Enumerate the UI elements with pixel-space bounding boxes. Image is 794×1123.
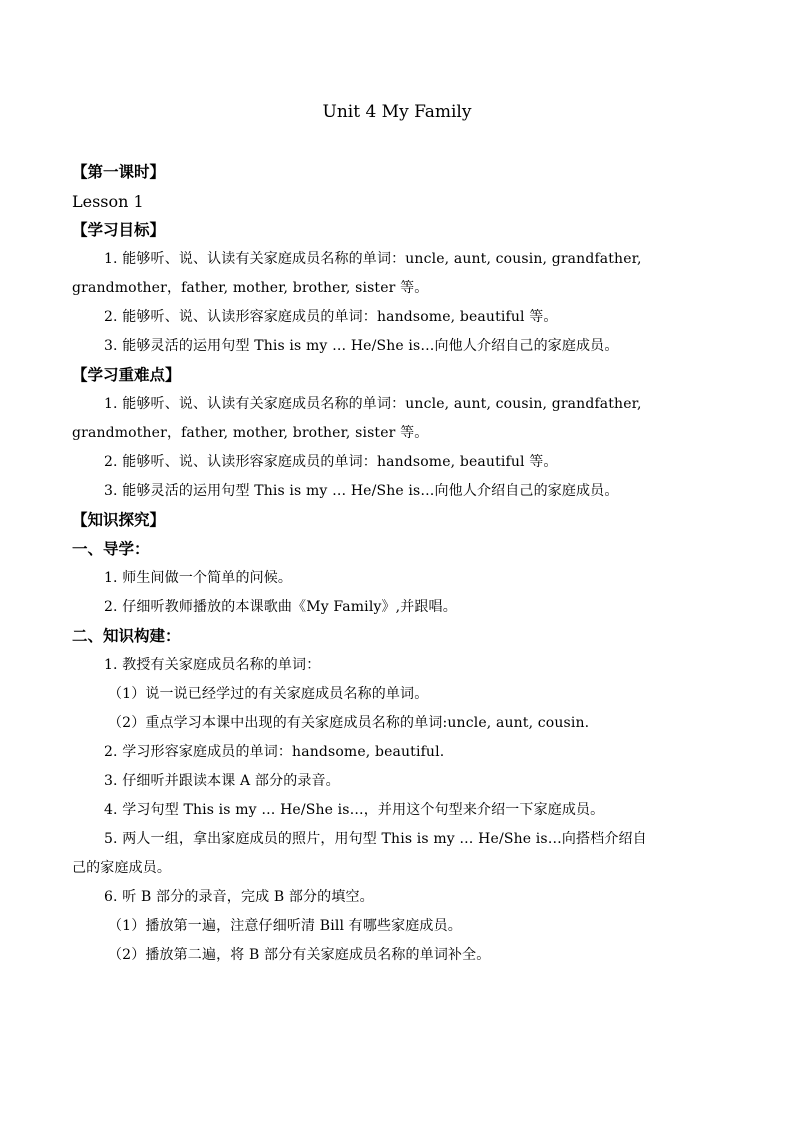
text-line: 己的家庭成员。 [72,860,172,876]
text-line: Lesson 1 [72,192,144,211]
text-line: （1）说一说已经学过的有关家庭成员名称的单词。 [108,686,429,702]
text-line: grandmother，father, mother, brother, sister 等。 [72,280,429,296]
text-line: （1）播放第一遍，注意仔细听清 Bill 有哪些家庭成员。 [108,918,462,934]
section-heading: 二、知识构建： [72,627,181,645]
text-line: 3. 仔细听并跟读本课 A 部分的录音。 [104,773,340,789]
text-line: 2. 学习形容家庭成员的单词：handsome, beautiful. [104,744,445,760]
text-line: 3. 能够灵活的运用句型 This is my … He/She is…向他人介绍自己的家庭成员。 [104,338,619,354]
text-line: 2. 能够听、说、认读形容家庭成员的单词：handsome, beautiful 等。 [104,454,558,470]
document-title: Unit 4 My Family [322,102,472,122]
text-line: 5. 两人一组，拿出家庭成员的照片，用句型 This is my … He/She is…向搭档介绍自 [104,831,647,847]
text-line: 2. 能够听、说、认读形容家庭成员的单词：handsome, beautiful 等。 [104,309,558,325]
section-heading: 【知识探究】 [72,511,166,529]
document-body [72,158,722,970]
text-line: 1. 师生间做一个简单的问候。 [104,570,293,586]
text-line: （2）重点学习本课中出现的有关家庭成员名称的单词:uncle, aunt, cousin. [108,715,590,731]
section-heading: 【学习重难点】 [72,366,181,384]
text-line: （2）播放第二遍，将 B 部分有关家庭成员名称的单词补全。 [108,947,491,963]
text-line: 1. 能够听、说、认读有关家庭成员名称的单词：uncle, aunt, cousin, grandfather, [104,251,642,267]
text-line: grandmother，father, mother, brother, sister 等。 [72,425,429,441]
section-heading: 【第一课时】 [72,163,166,181]
text-line: 6. 听 B 部分的录音，完成 B 部分的填空。 [104,889,374,905]
text-line: 3. 能够灵活的运用句型 This is my … He/She is…向他人介绍自己的家庭成员。 [104,483,619,499]
text-line: 2. 仔细听教师播放的本课歌曲《My Family》,并跟唱。 [104,599,457,615]
section-heading: 一、导学： [72,540,150,558]
section-heading: 【学习目标】 [72,221,166,239]
text-line: 1. 教授有关家庭成员名称的单词： [104,657,321,673]
text-line: 1. 能够听、说、认读有关家庭成员名称的单词：uncle, aunt, cousin, grandfather, [104,396,642,412]
text-line: 4. 学习句型 This is my … He/She is…，并用这个句型来介绍一下家庭成员。 [104,802,605,818]
